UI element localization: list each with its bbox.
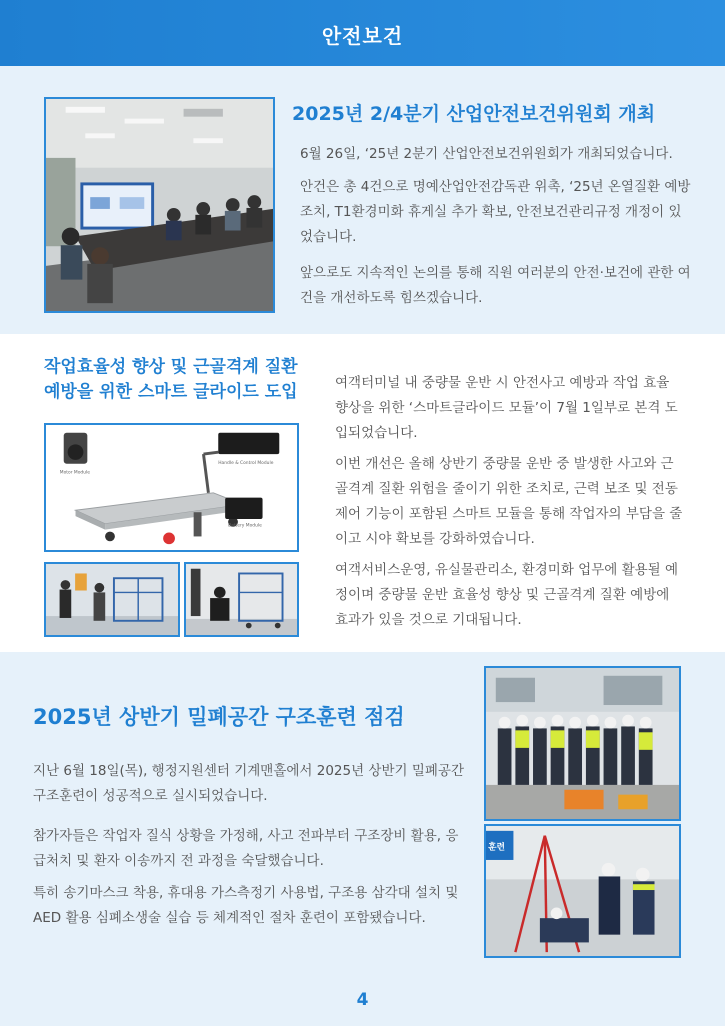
article-title-line2: 예방을 위한 스마트 글라이드 도입 xyxy=(44,382,298,402)
article-title: 2025년 상반기 밀폐공간 구조훈련 점검 xyxy=(33,705,405,729)
article-smart-glide xyxy=(0,334,725,652)
page-number: 4 xyxy=(356,990,369,1010)
section-title: 안전보건 xyxy=(321,24,404,48)
header-bar xyxy=(0,0,725,66)
rescue-drill-action-photo xyxy=(484,824,681,958)
article-paragraph: 지난 6월 18일(목), 행정지원센터 기계맨홀에서 2025년 상반기 밀폐공간 구조훈련이 성공적으로 실시되었습니다. xyxy=(33,763,465,804)
article-paragraph: 여객터미널 내 중량물 운반 시 안전사고 예방과 작업 효율 향상을 위한 ‘스마트글라이드 모듈’이 7월 1일부로 본격 도입되었습니다. xyxy=(335,375,678,441)
article-title: 2025년 2/4분기 산업안전보건위원회 개최 xyxy=(292,103,656,125)
committee-meeting-photo xyxy=(44,97,275,313)
article-title-line1: 작업효율성 향상 및 근골격계 질환 xyxy=(44,357,298,377)
article-committee xyxy=(0,66,725,334)
article-paragraph: 앞으로도 지속적인 논의를 통해 직원 여러분의 안전·보건에 관한 여건을 개선하도록 힘쓰겠습니다. xyxy=(300,265,691,306)
motor-module-label: Motor Module xyxy=(59,470,90,476)
article-paragraph: 안건은 총 4건으로 명예산업안전감독관 위촉, ‘25년 온열질환 예방조치, T1환경미화 휴게실 추가 확보, 안전보건관리규정 개정이 있었습니다. xyxy=(300,179,691,245)
article-paragraph: 특히 송기마스크 착용, 휴대용 가스측정기 사용법, 구조용 삼각대 설치 및 AED 활용 심폐소생술 실습 등 체계적인 절차 훈련이 포함됐습니다. xyxy=(33,885,459,926)
battery-module-label: Battery Module xyxy=(228,523,262,529)
smart-glide-photo-1 xyxy=(44,562,180,637)
article-rescue-drill xyxy=(0,652,725,1026)
rescue-drill-group-photo xyxy=(484,666,681,821)
drill-banner-text: 훈련 xyxy=(487,842,505,853)
article-paragraph: 참가자들은 작업자 질식 상황을 가정해, 사고 전파부터 구조장비 활용, 응급처치 및 환자 이송까지 전 과정을 숙달했습니다. xyxy=(33,828,459,869)
smart-glide-photo-2 xyxy=(184,562,299,637)
article-paragraph: 여객서비스운영, 유실물관리소, 환경미화 업무에 활용될 예정이며 중량물 운반 효율성 향상 및 근골격계 질환 예방에 효과가 있을 것으로 기대됩니다. xyxy=(335,562,679,628)
article-paragraph: 6월 26일, ‘25년 2분기 산업안전보건위원회가 개최되었습니다. xyxy=(300,146,673,162)
smart-glide-diagram xyxy=(44,423,299,552)
article-paragraph: 이번 개선은 올해 상반기 중량물 운반 중 발생한 사고와 근골격계 질환 위험을 줄이기 위한 조치로, 근력 보조 및 전동 제어 기능이 포함된 스마트 모듈을 통해 작업자의 부담을 줄이고 시야 확보를 강화하였습니다. xyxy=(335,456,683,547)
handle-module-label: Handle & Control Module xyxy=(218,460,274,466)
